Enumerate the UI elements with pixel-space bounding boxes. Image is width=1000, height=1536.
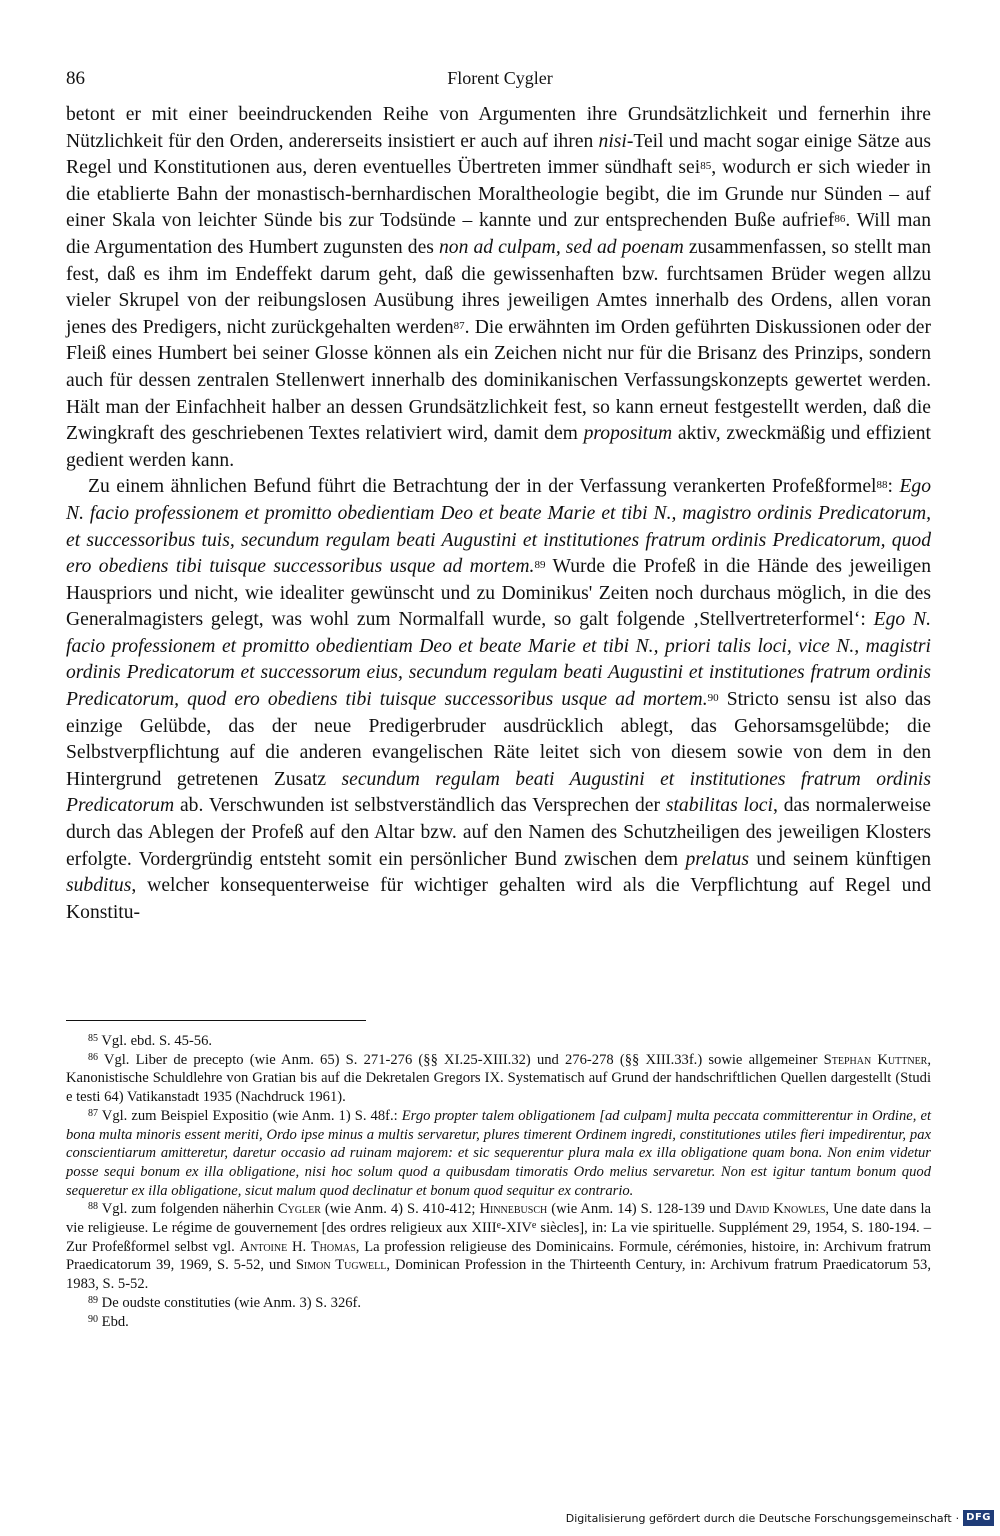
footnote-text: , Dominican Profession in the Thirteenth Century, in: Archivum fratrum Praedicatorum 53, 1983, S. 5-52. <box>66 1257 931 1293</box>
body-text <box>66 102 931 926</box>
footnote-text: Vgl. Liber de precepto (wie Anm. 65) S. 271-276 (§§ XI.25-XIII.32) und 276-278 (§§ XIII.33f.) sowie allgemeiner <box>98 1051 824 1068</box>
footnote-ref-87[interactable]: 87 <box>453 319 465 332</box>
footnote-number: 87 <box>88 1107 98 1119</box>
footnote-text: Vgl. zum folgenden näherhin <box>98 1201 278 1218</box>
page-header <box>66 68 934 96</box>
footnote-text: De oudste constituties (wie Anm. 3) S. 326f. <box>98 1294 362 1311</box>
footnote-text: -XIV <box>501 1220 532 1237</box>
author-name: Antoine H. Thomas <box>239 1238 356 1255</box>
text-run: Stricto sensu ist also das einzige Gelübde, das der neue Predigerbruder ausdrücklich ablegt, das Gehorsamsgelübde; die Selbstverpflichtung auf die anderen evangelischen Räte leitet sich von diesem sowie von dem in den Hintergrund getretenen Zusatz <box>66 689 931 790</box>
footnote-number: 86 <box>88 1051 98 1063</box>
footnote-85 <box>66 1032 931 1051</box>
author-name: Hinnebusch <box>479 1201 548 1218</box>
author-name: Simon Tugwell <box>295 1257 387 1274</box>
page-number: 86 <box>66 68 85 89</box>
italic-term: stabilitas loci <box>665 795 773 817</box>
text-run: betont er mit einer beeindruckenden Reihe von Argumenten ihre Grundsätzlichkeit und fernerhin ihre Nützlichkeit für den Orden, andererseits insistiert er auch auf ihren <box>66 104 931 152</box>
footnote-text: , Kanonistische Schuldlehre von Gratian bis auf die Dekretalen Gregors IX. Systematisch auf Grund der handschriftlichen Quellen dargestellt (Studi e testi 64) Vatikanstadt 1935 (Nachdruck 1961). <box>66 1051 932 1106</box>
footnotes <box>66 1032 931 1331</box>
footnote-ref-86[interactable]: 86 <box>834 213 846 226</box>
text-run: zusammenfassen, so stellt man fest, daß es ihm im Endeffekt darum geht, daß die gewissenhaften bzw. furchtsamen Brüder wegen allzu vieler Skrupel von der reibungslosen Ausübung ihres jeweiligen Amtes innerhalb des Ordens, allen voran jenes des Predigers, nicht zurückgehalten werden <box>66 236 931 338</box>
text-run: Wurde die Profeß in die Hände des jeweiligen Hauspriors und nicht, wie idealiter gewünscht und zu Dominikus' Zeiten noch durchaus möglich, in die des Generalmagisters gelegt, was wohl zum Normalfall wurde, so galt folgende ‚Stellvertreterformel‘: <box>66 556 931 631</box>
digitization-credit <box>566 1508 994 1528</box>
italic-term: subditus <box>66 875 132 897</box>
italic-term: non ad culpam, sed ad poenam <box>438 236 684 258</box>
footnote-89 <box>66 1294 931 1313</box>
author-name: Cygler <box>277 1201 321 1218</box>
footnote-text: , Une date dans la vie religieuse. Le régime de gouvernement [des ordres religieux aux XIII <box>66 1201 931 1237</box>
text-run: , wodurch er sich wieder in die etablierte Bahn der monastisch-bernhardischen Moraltheologie begibt, die im Grunde nur Sünden – auf einer Skala von leichter Sünde bis zur Todsünde – kannte und zur entsprechenden Buße aufrief <box>66 157 931 232</box>
text-run: . Will man die Argumentation des Humbert zugunsten des <box>66 210 931 258</box>
paragraph-1 <box>66 102 931 474</box>
text-run: und seinem künftigen <box>748 848 931 870</box>
footnote-87 <box>66 1107 931 1201</box>
footnote-ref-88[interactable]: 88 <box>876 479 888 492</box>
latin-quote: Ergo propter talem obligationem [ad culpam] multa peccata committerentur in Ordine, et bona multa minoris essent meriti, Ordo ipse minus a multis servaretur, plures timerent Ordinem ingredi, constitutiones utiles fieri impedirentur, pax conscientiarum amitteretur, daretur occasio ad ruinam majorem: et sic sequerentur plura mala ex illa obligatione quam bona. Non enim videtur posse sequi bonum ex illa obligatione, nisi hoc solum quod a quibusdam timoratis Ordo melius servaretur. Non est igitur tantum bonum quod sequeretur ex illa obligatione, sicut malum quod declinatur et bonum quod sequitur ex contrario. <box>66 1107 931 1199</box>
footnote-divider <box>66 1020 366 1021</box>
italic-term: prelatus <box>685 848 749 870</box>
dfg-logo: DFG <box>963 1510 994 1526</box>
text-run: -Teil und macht sogar einige Sätze aus Regel und Konstitutionen aus, deren eventuelles Übertreten immer sündhaft sei <box>66 130 931 179</box>
italic-term: secundum regulam beati Augustini et institutiones fratrum ordinis Predicatorum <box>66 768 931 817</box>
footnote-text: Vgl. zum Beispiel Expositio (wie Anm. 1) S. 48f.: <box>98 1107 402 1124</box>
italic-term: nisi <box>598 130 627 152</box>
text-run: ab. Verschwunden ist selbstverständlich das Versprechen der <box>174 795 666 817</box>
text-run: aktiv, zweckmäßig und effizient gedient werden kann. <box>66 423 931 471</box>
footnote-ref-85[interactable]: 85 <box>700 160 712 173</box>
credit-text: Digitalisierung gefördert durch die Deutsche Forschungsgemeinschaft <box>565 1511 952 1525</box>
footnote-text: siècles], in: La vie spirituelle. Supplément 29, 1954, S. 180-194. – Zur Profeßformel selbst vgl. <box>66 1220 931 1255</box>
footnote-number: 90 <box>88 1313 98 1325</box>
italic-term: propositum <box>583 423 673 445</box>
author-name: Stephan Kuttner <box>823 1051 928 1068</box>
text-run: : <box>887 476 900 498</box>
footnote-text: , La profession religieuse des Dominicains. Formule, cérémonies, histoire, in: Archivum fratrum Praedicatorum 39, 1969, S. 5-52, und <box>66 1238 931 1274</box>
footnote-number: 89 <box>88 1294 98 1306</box>
footnote-text: Ebd. <box>98 1313 129 1330</box>
footnote-text: (wie Anm. 4) S. 410-412; <box>320 1201 480 1218</box>
latin-quote: Ego N. facio professionem et promitto obedientiam Deo et beate Marie et tibi N., priori talis loci, vice N., magistri ordinis Predicatorum et successorum eius, secundum regulam beati Augustini et institutiones fratrum ordinis Predicatorum, quod ero obediens tibi tuisque successoribus usque ad mortem. <box>66 609 931 711</box>
paragraph-2 <box>66 474 931 926</box>
footnote-90 <box>66 1313 931 1332</box>
footnote-ref-90[interactable]: 90 <box>707 692 719 705</box>
footnote-text: (wie Anm. 14) S. 128-139 und <box>547 1201 735 1218</box>
text-run: , welcher konsequenterweise für wichtiger gehalten wird als die Verpflichtung auf Regel und Konstitu- <box>66 875 931 923</box>
running-title: Florent Cygler <box>447 68 553 88</box>
separator-dot: · <box>955 1511 960 1525</box>
superscript: e <box>496 1220 502 1232</box>
footnote-text: Vgl. ebd. S. 45-56. <box>98 1033 213 1049</box>
latin-quote: Ego N. facio professionem et promitto obedientiam Deo et beate Marie et tibi N., magistro ordinis Predicatorum, et successoribus tuis, secundum regulam beati Augustini et institutiones fratrum ordinis Predicatorum, quod ero obediens tibi tuisque successoribus usque ad mortem. <box>66 476 931 578</box>
footnote-number: 85 <box>88 1033 98 1044</box>
superscript: e <box>531 1220 537 1232</box>
footnote-number: 88 <box>88 1201 98 1213</box>
text-run: . Die erwähnten im Orden geführten Diskussionen oder der Fleiß eines Humbert bei seiner Glosse können als ein Zeichen nicht nur für die Brisanz des Prinzips, sondern auch für dessen zentralen Stellenwert innerhalb des dominikanischen Verfassungskonzepts gewertet werden. Hält man der Einfachheit halber an dessen Grundsätzlichkeit fest, so kann erneut festgestellt werden, daß die Zwingkraft des geschriebenen Textes relativiert wird, damit dem <box>66 316 931 445</box>
footnote-86 <box>66 1051 931 1107</box>
text-run: , das normalerweise durch das Ablegen der Profeß auf den Altar bzw. auf den Namen des Schutzheiligen des jeweiligen Klosters erfolgte. Vordergründig entsteht somit ein persönlicher Bund zwischen dem <box>66 795 931 870</box>
text-run: Zu einem ähnlichen Befund führt die Betrachtung der in der Verfassung verankerten Profeßformel <box>88 476 877 498</box>
author-name: David Knowles <box>734 1201 826 1218</box>
footnote-ref-89[interactable]: 89 <box>534 559 546 572</box>
footnote-88 <box>66 1200 931 1294</box>
